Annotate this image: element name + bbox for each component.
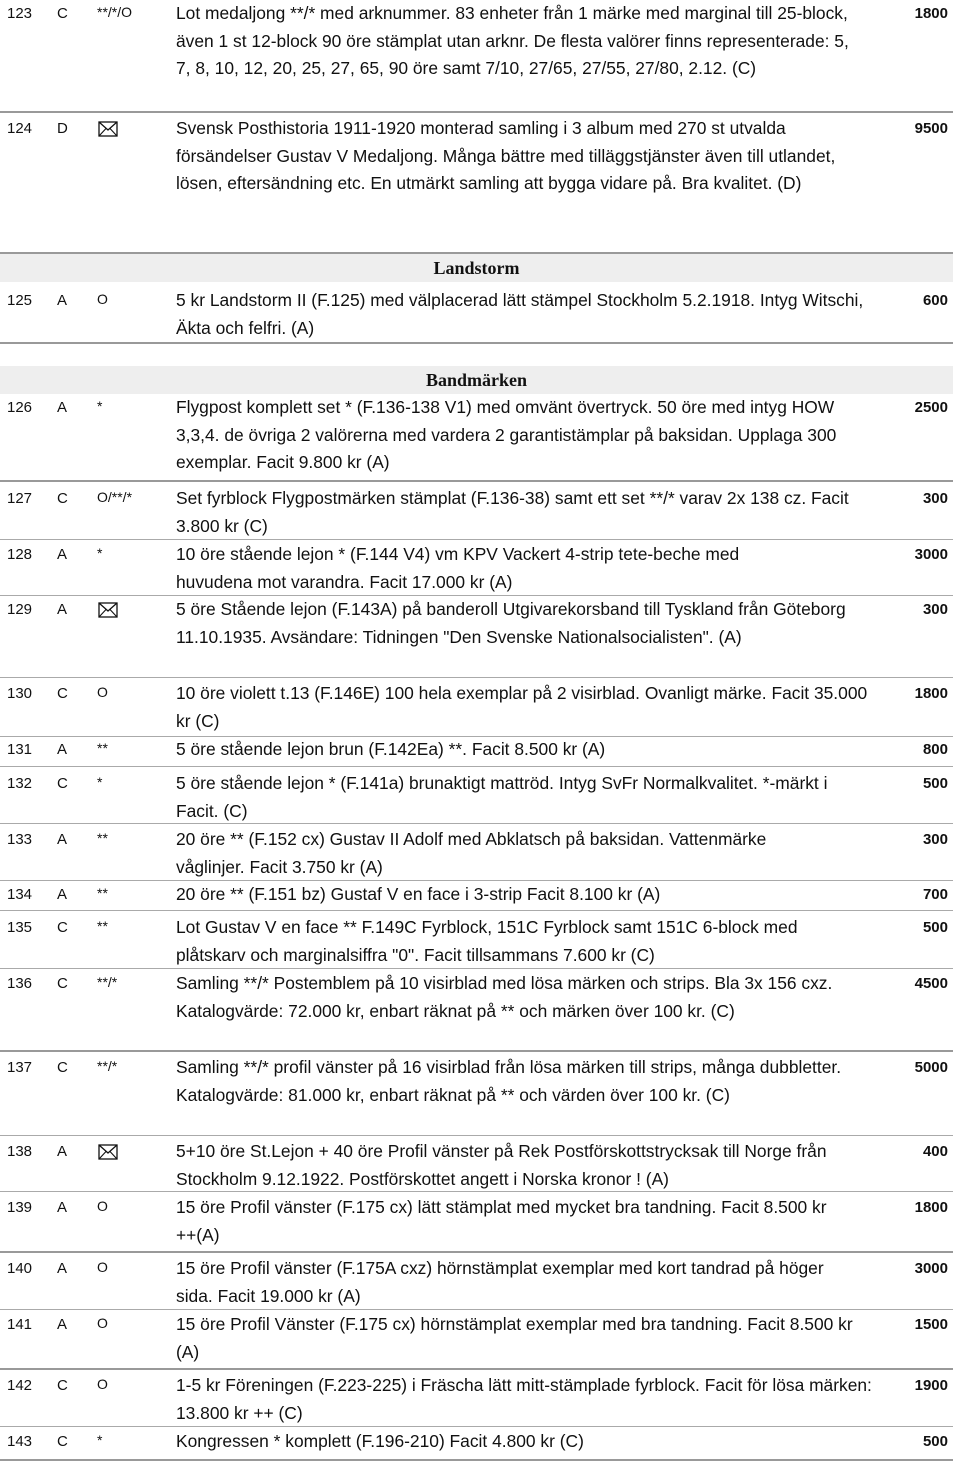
lot-number: 135	[7, 919, 33, 936]
lot-description: Samling **/* profil vänster på 16 visirblad från lösa märken till strips, många dubbletter. Katalogvärde: 81.000 kr, enbart räknat på ** och värden över 100 kr. (C)	[176, 1057, 842, 1105]
lot-number: 133	[7, 831, 33, 848]
lot-number: 128	[7, 546, 33, 563]
lot-condition: *	[97, 1432, 103, 1448]
row-divider	[0, 1135, 953, 1136]
lot-description: 5 kr Landstorm II (F.125) med välplacerad lätt stämpel Stockholm 5.2.1918. Intyg Witschi, Äkta och felfri. (A)	[176, 290, 864, 338]
lot-price: 500	[922, 919, 948, 936]
lot-price: 300	[922, 601, 948, 618]
row-divider	[0, 1191, 953, 1192]
lot-grade: A	[57, 1260, 68, 1277]
lot-grade: A	[57, 831, 68, 848]
lot-number: 137	[7, 1059, 33, 1076]
row-divider	[0, 1459, 953, 1461]
lot-description: 5+10 öre St.Lejon + 40 öre Profil vänster på Rek Postförskottstrycksak till Norge från Stockholm 9.12.1922. Postförskottet angett i Norska kronor ! (A)	[176, 1141, 827, 1189]
row-divider	[0, 1309, 953, 1310]
lot-grade: C	[57, 490, 68, 507]
lot-number: 141	[7, 1316, 33, 1333]
lot-price: 300	[922, 490, 948, 507]
lot-grade: C	[57, 1059, 68, 1076]
row-divider	[0, 677, 953, 678]
lot-grade: A	[57, 886, 68, 903]
lot-condition: O	[97, 1376, 108, 1392]
lot-condition: O	[97, 1315, 108, 1331]
row-divider	[0, 1251, 953, 1253]
lot-number: 139	[7, 1199, 33, 1216]
lot-condition: *	[97, 545, 103, 561]
lot-condition: O	[97, 684, 108, 700]
lot-grade: C	[57, 775, 68, 792]
lot-price: 500	[922, 775, 948, 792]
lot-grade: A	[57, 546, 68, 563]
lot-number: 126	[7, 399, 33, 416]
lot-price: 800	[922, 741, 948, 758]
lot-description: Kongressen * komplett (F.196-210) Facit 4.800 kr (C)	[176, 1431, 584, 1451]
lot-description: 15 öre Profil vänster (F.175A cxz) hörnstämplat exemplar med kort tandrad på höger sida. Facit 19.000 kr (A)	[176, 1258, 824, 1306]
lot-description: Set fyrblock Flygpostmärken stämplat (F.136-38) samt ett set **/* varav 2x 138 cz. Facit 3.800 kr (C)	[176, 488, 849, 536]
section-heading-bandmarken: Bandmärken	[0, 366, 953, 394]
lot-grade: A	[57, 1316, 68, 1333]
lot-price: 1800	[914, 1199, 948, 1216]
lot-grade: D	[57, 120, 68, 137]
lot-description: 10 öre violett t.13 (F.146E) 100 hela exemplar på 2 visirblad. Ovanligt märke. Facit 35.000 kr (C)	[176, 683, 868, 731]
lot-grade: A	[57, 601, 68, 618]
lot-price: 500	[922, 1433, 948, 1450]
lot-grade: A	[57, 292, 68, 309]
lot-description: Svensk Posthistoria 1911-1920 monterad samling i 3 album med 270 st utvalda försändelser Gustav V Medaljong. Många bättre med tilläggstjänster även till utlandet, lösen, eftersändning etc. En utmärkt samling att bygga vidare på. Bra kvalitet. (D)	[176, 118, 836, 193]
lot-condition: **	[97, 830, 108, 846]
lot-number: 142	[7, 1377, 33, 1394]
lot-condition: **	[97, 918, 108, 934]
lot-description: 20 öre ** (F.152 cx) Gustav II Adolf med Abklatsch på baksidan. Vattenmärke våglinjer. Facit 3.750 kr (A)	[176, 829, 767, 877]
lot-price: 700	[922, 886, 948, 903]
lot-price: 1800	[914, 5, 948, 22]
lot-description: Lot Gustav V en face ** F.149C Fyrblock, 151C Fyrblock samt 151C 6-block med plåtskarv och marginalsiffra "0". Facit tillsammans 7.600 kr (C)	[176, 917, 798, 965]
lot-condition: **/*	[97, 1058, 118, 1074]
row-divider	[0, 1426, 953, 1427]
lot-price: 1500	[914, 1316, 948, 1333]
lot-description: Lot medaljong **/* med arknummer. 83 enheter från 1 märke med marginal till 25-block, även 1 st 12-block 90 öre stämplat utan arknr. De flesta valörer finns representerade: 5, 7, 8, 10, 12, 20, 25, 27, 65, 90 öre samt 7/10, 27/65, 27/55, 27/80, 2.12. (C)	[176, 3, 849, 78]
lot-condition: **	[97, 885, 108, 901]
lot-description: 5 öre stående lejon * (F.141a) brunaktigt mattröd. Intyg SvFr Normalkvalitet. *-märkt i Facit. (C)	[176, 773, 828, 821]
lot-grade: C	[57, 685, 68, 702]
row-divider	[0, 823, 953, 824]
lot-number: 127	[7, 490, 33, 507]
envelope-icon	[98, 1144, 118, 1160]
lot-condition: O	[97, 1198, 108, 1214]
lot-price: 600	[922, 292, 948, 309]
section-divider	[0, 342, 953, 344]
lot-condition: *	[97, 398, 103, 414]
lot-number: 125	[7, 292, 33, 309]
lot-condition: **/*	[97, 974, 118, 990]
lot-price: 400	[922, 1143, 948, 1160]
envelope-icon	[98, 602, 118, 618]
row-divider	[0, 111, 953, 113]
row-divider	[0, 480, 953, 482]
lot-price: 1800	[914, 685, 948, 702]
lot-description: 15 öre Profil Vänster (F.175 cx) hörnstämplat exemplar med bra tandning. Facit 8.500 kr (A)	[176, 1314, 853, 1362]
lot-number: 131	[7, 741, 33, 758]
lot-price: 3000	[914, 546, 948, 563]
lot-description: Samling **/* Postemblem på 10 visirblad med lösa märken och strips. Bla 3x 156 cxz. Katalogvärde: 72.000 kr, enbart räknat på ** och märken över 100 kr. (C)	[176, 973, 833, 1021]
lot-grade: A	[57, 399, 68, 416]
section-heading-landstorm: Landstorm	[0, 254, 953, 282]
lot-grade: A	[57, 741, 68, 758]
lot-number: 138	[7, 1143, 33, 1160]
lot-number: 134	[7, 886, 33, 903]
lot-description: Flygpost komplett set * (F.136-138 V1) med omvänt övertryck. 50 öre med intyg HOW 3,3,4. de övriga 2 valörerna med vardera 2 garantistämplar på baksidan. Upplaga 300 exemplar. Facit 9.800 kr (A)	[176, 397, 837, 472]
lot-price: 2500	[914, 399, 948, 416]
lot-condition: O/**/*	[97, 489, 133, 505]
row-divider	[0, 539, 953, 540]
lot-grade: C	[57, 919, 68, 936]
lot-condition: **	[97, 740, 108, 756]
lot-description: 15 öre Profil vänster (F.175 cx) lätt stämplat med mycket bra tandning. Facit 8.500 kr ++(A)	[176, 1197, 827, 1245]
lot-description: 5 öre stående lejon brun (F.142Ea) **. Facit 8.500 kr (A)	[176, 739, 606, 759]
row-divider	[0, 766, 953, 767]
row-divider	[0, 910, 953, 911]
row-divider	[0, 968, 953, 969]
lot-grade: C	[57, 975, 68, 992]
row-divider	[0, 1050, 953, 1052]
lot-number: 136	[7, 975, 33, 992]
lot-grade: C	[57, 1377, 68, 1394]
lot-description: 20 öre ** (F.151 bz) Gustaf V en face i 3-strip Facit 8.100 kr (A)	[176, 884, 661, 904]
lot-number: 129	[7, 601, 33, 618]
lot-price: 1900	[914, 1377, 948, 1394]
lot-price: 3000	[914, 1260, 948, 1277]
lot-price: 5000	[914, 1059, 948, 1076]
lot-description: 1-5 kr Föreningen (F.223-225) i Fräscha lätt mitt-stämplade fyrblock. Facit för lösa märken: 13.800 kr ++ (C)	[176, 1375, 872, 1423]
lot-description: 5 öre Stående lejon (F.143A) på banderoll Utgivarekorsband till Tyskland från Göteborg 11.10.1935. Avsändare: Tidningen "Den Svenske Nationalsocialisten". (A)	[176, 599, 846, 647]
row-divider	[0, 1368, 953, 1370]
lot-price: 4500	[914, 975, 948, 992]
lot-grade: A	[57, 1199, 68, 1216]
lot-grade: A	[57, 1143, 68, 1160]
lot-price: 300	[922, 831, 948, 848]
lot-condition: O	[97, 291, 108, 307]
lot-number: 140	[7, 1260, 33, 1277]
lot-number: 130	[7, 685, 33, 702]
lot-number: 132	[7, 775, 33, 792]
lot-grade: C	[57, 1433, 68, 1450]
lot-number: 143	[7, 1433, 33, 1450]
lot-number: 124	[7, 120, 33, 137]
lot-condition: *	[97, 774, 103, 790]
lot-description: 10 öre stående lejon * (F.144 V4) vm KPV Vackert 4-strip tete-beche med huvudena mot varandra. Facit 17.000 kr (A)	[176, 544, 740, 592]
lot-condition: O	[97, 1259, 108, 1275]
lot-number: 123	[7, 5, 33, 22]
lot-grade: C	[57, 5, 68, 22]
envelope-icon	[98, 121, 118, 137]
lot-price: 9500	[914, 120, 948, 137]
lot-condition: **/*/O	[97, 4, 133, 20]
